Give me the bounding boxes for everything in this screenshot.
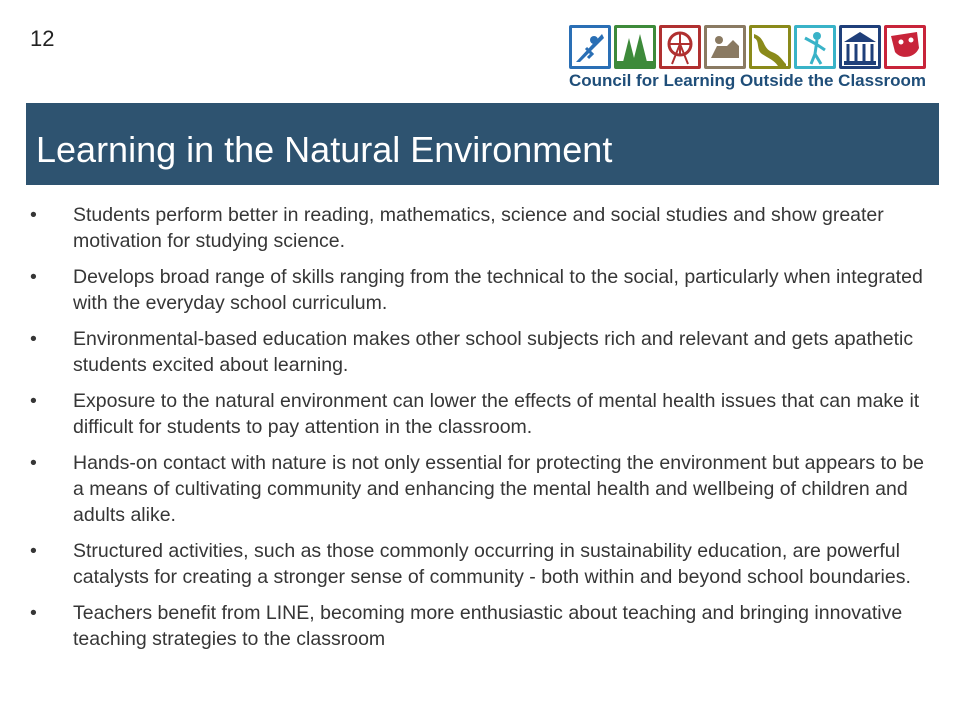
bullet-text: Hands-on contact with nature is not only essential for protecting the environment but appears to be a means of cultivating community and enhancing the mental health and wellbeing of children and adults alike. xyxy=(73,452,924,526)
bullet-text: Teachers benefit from LINE, becoming more enthusiastic about teaching and bringing innovative teaching strategies to the classroom xyxy=(73,602,903,650)
bullet-item xyxy=(30,326,930,378)
logo-text: Council for Learning Outside the Classroom xyxy=(569,71,927,90)
bullet-text: Students perform better in reading, mathematics, science and social studies and show greater motivation for studying science. xyxy=(73,204,884,252)
page-number: 12 xyxy=(30,26,55,51)
bullet-text: Structured activities, such as those commonly occurring in sustainability education, are powerful catalysts for creating a stronger sense of community - both within and beyond school boundaries. xyxy=(73,540,911,588)
bullet-text: Environmental-based education makes other school subjects rich and relevant and gets apathetic students excited about learning. xyxy=(73,328,914,376)
logo-tile-river-icon xyxy=(749,25,791,69)
bullet-item xyxy=(30,538,930,590)
bullet-item xyxy=(30,264,930,316)
bullet-dot: • xyxy=(30,540,37,562)
logo-tile-climber-icon xyxy=(569,25,611,69)
logo-tile-building-icon xyxy=(839,25,881,69)
bullet-item xyxy=(30,202,930,254)
bullet-text: Exposure to the natural environment can lower the effects of mental health issues that can make it difficult for students to pay attention in the classroom. xyxy=(73,390,920,438)
logo-tile-figure-icon xyxy=(794,25,836,69)
logo-tile-forest-icon xyxy=(614,25,656,69)
bullet-item xyxy=(30,600,930,652)
logo-tile-farm-icon xyxy=(704,25,746,69)
bullet-item xyxy=(30,388,930,440)
council-logo xyxy=(567,25,937,95)
bullet-list xyxy=(30,202,930,662)
bullet-item xyxy=(30,450,930,528)
bullet-dot: • xyxy=(30,204,37,226)
bullet-dot: • xyxy=(30,266,37,288)
bullet-dot: • xyxy=(30,602,37,624)
logo-tile-ferris-wheel-icon xyxy=(659,25,701,69)
bullet-text: Develops broad range of skills ranging from the technical to the social, particularly when integrated with the everyday school curriculum. xyxy=(73,266,923,314)
bullet-dot: • xyxy=(30,328,37,350)
logo-tile-theatre-icon xyxy=(884,25,926,69)
bullet-dot: • xyxy=(30,390,37,412)
title-bar xyxy=(26,103,939,185)
logo-tiles xyxy=(569,25,926,69)
bullet-dot: • xyxy=(30,452,37,474)
slide-title: Learning in the Natural Environment xyxy=(36,129,613,170)
